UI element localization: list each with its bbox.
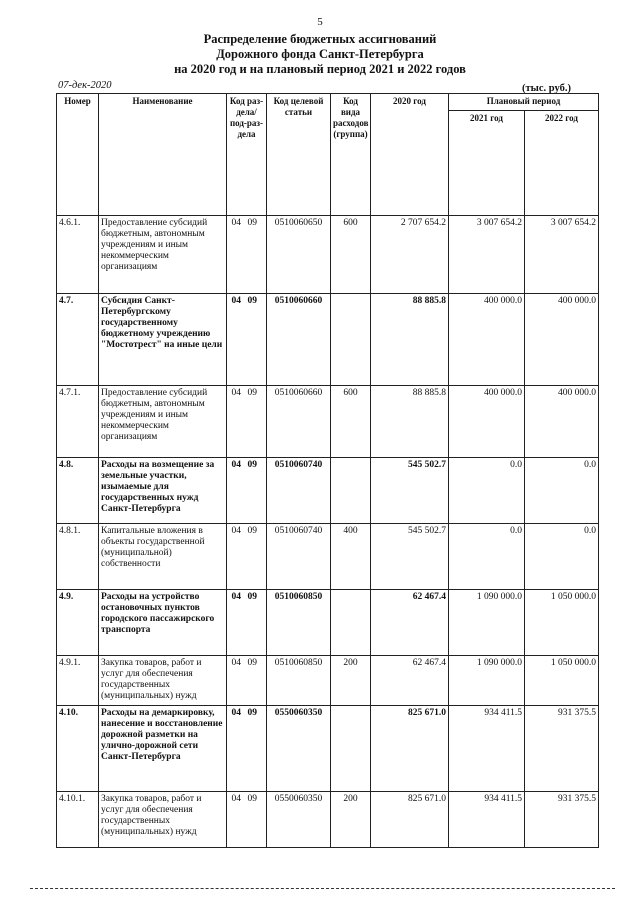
row-number: 4.9.1. <box>57 656 99 706</box>
row-number: 4.6.1. <box>57 216 99 294</box>
header-planned-period: Плановый период <box>449 94 599 111</box>
table-row <box>57 706 599 792</box>
row-subsection-code: 09 <box>247 658 257 668</box>
row-section-code: 04 <box>231 460 241 470</box>
row-amount-2021: 934 411.5 <box>449 706 525 792</box>
document-title <box>0 32 640 77</box>
row-target-code: 0510060660 <box>267 294 331 386</box>
row-expense-type <box>331 590 371 656</box>
header-2022: 2022 год <box>525 111 599 216</box>
row-name: Расходы на устройство остановочных пунктов городского пассажирского транспорта <box>99 590 227 656</box>
row-section-code: 04 <box>231 388 241 398</box>
row-amount-2020: 545 502.7 <box>371 524 449 590</box>
table-row <box>57 458 599 524</box>
row-expense-type: 600 <box>331 216 371 294</box>
row-section <box>227 216 267 294</box>
row-subsection-code: 09 <box>247 708 257 718</box>
row-target-code: 0510060650 <box>267 216 331 294</box>
row-amount-2020: 62 467.4 <box>371 590 449 656</box>
row-target-code: 0510060850 <box>267 590 331 656</box>
row-target-code: 0510060660 <box>267 386 331 458</box>
table-row <box>57 590 599 656</box>
row-target-code: 0550060350 <box>267 792 331 848</box>
row-amount-2021: 0.0 <box>449 458 525 524</box>
title-line-3: на 2020 год и на плановый период 2021 и 2022 годов <box>174 62 466 76</box>
row-section <box>227 656 267 706</box>
row-section <box>227 386 267 458</box>
row-subsection-code: 09 <box>247 296 257 306</box>
header-expense-type: Код вида расходов (группа) <box>331 94 371 216</box>
row-section-code: 04 <box>231 218 241 228</box>
row-section-code: 04 <box>231 658 241 668</box>
row-amount-2021: 3 007 654.2 <box>449 216 525 294</box>
row-amount-2022: 0.0 <box>525 458 599 524</box>
row-amount-2022: 3 007 654.2 <box>525 216 599 294</box>
row-amount-2021: 934 411.5 <box>449 792 525 848</box>
row-number: 4.8. <box>57 458 99 524</box>
table-row <box>57 386 599 458</box>
document-date: 07-дек-2020 <box>58 80 112 91</box>
row-section <box>227 294 267 386</box>
row-section <box>227 590 267 656</box>
row-amount-2020: 88 885.8 <box>371 386 449 458</box>
row-expense-type <box>331 706 371 792</box>
row-target-code: 0510060740 <box>267 524 331 590</box>
row-name: Расходы на демаркировку, нанесение и восстановление дорожной разметки на улично-дорожной сети Санкт-Петербурга <box>99 706 227 792</box>
row-section-code: 04 <box>231 592 241 602</box>
row-name: Закупка товаров, работ и услуг для обеспечения государственных (муниципальных) нужд <box>99 792 227 848</box>
table-row <box>57 524 599 590</box>
row-subsection-code: 09 <box>247 218 257 228</box>
row-section <box>227 524 267 590</box>
row-amount-2020: 62 467.4 <box>371 656 449 706</box>
row-target-code: 0510060740 <box>267 458 331 524</box>
row-expense-type <box>331 294 371 386</box>
row-section-code: 04 <box>231 794 241 804</box>
title-line-2: Дорожного фонда Санкт-Петербурга <box>216 47 424 61</box>
footer-divider <box>30 888 615 889</box>
row-amount-2022: 400 000.0 <box>525 294 599 386</box>
header-section: Код раз-дела/ под-раз-дела <box>227 94 267 216</box>
row-name: Капитальные вложения в объекты государственной (муниципальной) собственности <box>99 524 227 590</box>
row-amount-2022: 1 050 000.0 <box>525 656 599 706</box>
row-number: 4.10.1. <box>57 792 99 848</box>
row-section <box>227 458 267 524</box>
row-amount-2020: 825 671.0 <box>371 706 449 792</box>
row-name: Предоставление субсидий бюджетным, автономным учреждениям и иным некоммерческим организациям <box>99 216 227 294</box>
row-expense-type: 200 <box>331 656 371 706</box>
table-row <box>57 216 599 294</box>
row-amount-2021: 400 000.0 <box>449 294 525 386</box>
row-subsection-code: 09 <box>247 794 257 804</box>
row-subsection-code: 09 <box>247 526 257 536</box>
row-amount-2021: 400 000.0 <box>449 386 525 458</box>
row-name: Закупка товаров, работ и услуг для обеспечения государственных (муниципальных) нужд <box>99 656 227 706</box>
row-subsection-code: 09 <box>247 592 257 602</box>
row-amount-2021: 1 090 000.0 <box>449 590 525 656</box>
row-section-code: 04 <box>231 708 241 718</box>
row-number: 4.9. <box>57 590 99 656</box>
row-amount-2022: 931 375.5 <box>525 792 599 848</box>
row-subsection-code: 09 <box>247 388 257 398</box>
table-row <box>57 294 599 386</box>
row-amount-2021: 1 090 000.0 <box>449 656 525 706</box>
row-section <box>227 706 267 792</box>
row-target-code: 0510060850 <box>267 656 331 706</box>
header-2021: 2021 год <box>449 111 525 216</box>
header-row-1 <box>57 94 599 111</box>
row-subsection-code: 09 <box>247 460 257 470</box>
row-amount-2020: 2 707 654.2 <box>371 216 449 294</box>
row-number: 4.8.1. <box>57 524 99 590</box>
header-2020: 2020 год <box>371 94 449 216</box>
units-label: (тыс. руб.) <box>522 83 571 94</box>
row-amount-2021: 0.0 <box>449 524 525 590</box>
table-row <box>57 656 599 706</box>
row-target-code: 0550060350 <box>267 706 331 792</box>
row-expense-type: 600 <box>331 386 371 458</box>
row-expense-type: 400 <box>331 524 371 590</box>
row-expense-type <box>331 458 371 524</box>
header-name: Наименование <box>99 94 227 216</box>
row-section <box>227 792 267 848</box>
row-name: Предоставление субсидий бюджетным, автономным учреждениям и иным некоммерческим организациям <box>99 386 227 458</box>
row-section-code: 04 <box>231 296 241 306</box>
row-amount-2022: 1 050 000.0 <box>525 590 599 656</box>
row-amount-2020: 545 502.7 <box>371 458 449 524</box>
row-expense-type: 200 <box>331 792 371 848</box>
row-amount-2022: 400 000.0 <box>525 386 599 458</box>
header-target: Код целевой статьи <box>267 94 331 216</box>
row-amount-2020: 88 885.8 <box>371 294 449 386</box>
header-number: Номер <box>57 94 99 216</box>
row-number: 4.10. <box>57 706 99 792</box>
row-amount-2022: 0.0 <box>525 524 599 590</box>
row-number: 4.7. <box>57 294 99 386</box>
row-number: 4.7.1. <box>57 386 99 458</box>
budget-table <box>56 93 599 848</box>
row-section-code: 04 <box>231 526 241 536</box>
row-amount-2022: 931 375.5 <box>525 706 599 792</box>
page-number: 5 <box>317 16 323 28</box>
row-name: Субсидия Санкт-Петербургскому государственному бюджетному учреждению "Мостотрест" на иные цели <box>99 294 227 386</box>
row-amount-2020: 825 671.0 <box>371 792 449 848</box>
table-row <box>57 792 599 848</box>
row-name: Расходы на возмещение за земельные участки, изымаемые для государственных нужд Санкт-Петербурга <box>99 458 227 524</box>
title-line-1: Распределение бюджетных ассигнований <box>203 32 437 46</box>
